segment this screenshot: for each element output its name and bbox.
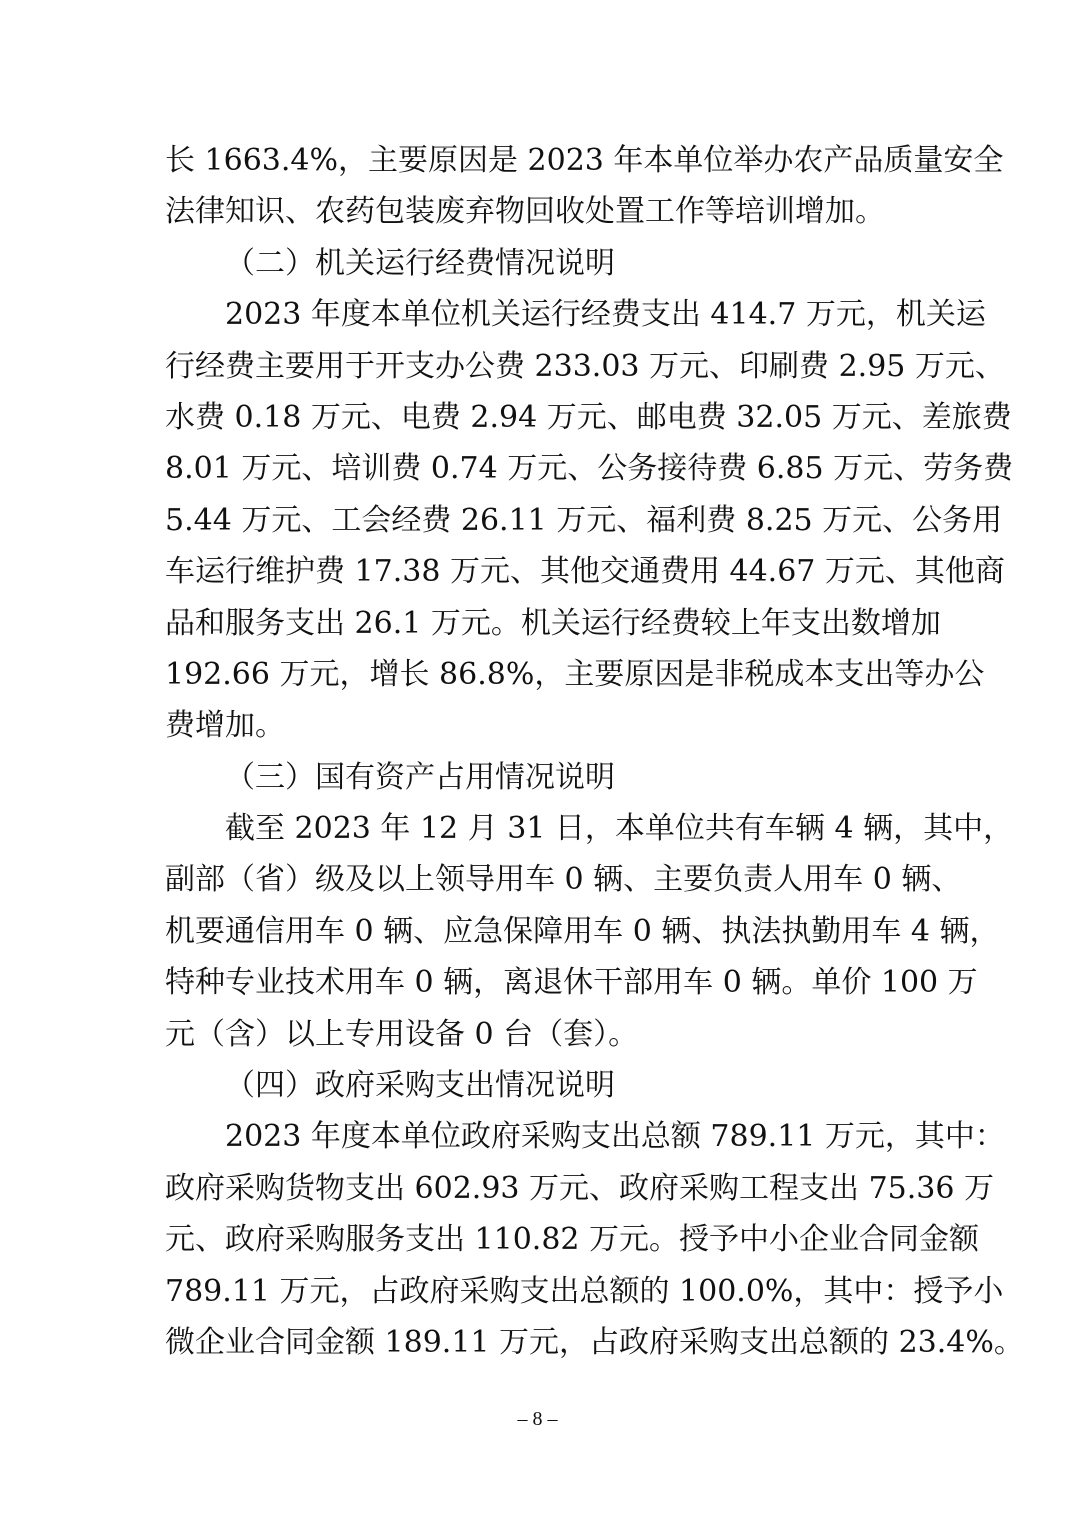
text-line: 副部（省）级及以上领导用车 0 辆、主要负责人用车 0 辆、 [165, 862, 962, 898]
text-line: 水费 0.18 万元、电费 2.94 万元、邮电费 32.05 万元、差旅费 [165, 399, 1012, 435]
text-line: 截至 2023 年 12 月 31 日，本单位共有车辆 4 辆，其中， [225, 811, 1014, 847]
page-number: – 8 – [517, 1408, 558, 1430]
text-line: 法律知识、农药包装废弃物回收处置工作等培训增加。 [165, 194, 885, 230]
paragraph-training-increase [165, 135, 1004, 238]
text-line: 政府采购货物支出 602.93 万元、政府采购工程支出 75.36 万 [165, 1170, 994, 1206]
text-line: 5.44 万元、工会经费 26.11 万元、福利费 8.25 万元、公务用 [165, 502, 1003, 538]
text-line: 元、政府采购服务支出 110.82 万元。授予中小企业合同金额 [165, 1222, 980, 1258]
section-heading-government-procurement: （四）政府采购支出情况说明 [225, 1068, 615, 1104]
paragraph-operating-expenses [165, 289, 1014, 752]
section-heading-state-assets: （三）国有资产占用情况说明 [225, 759, 615, 795]
text-line: 2023 年度本单位政府采购支出总额 789.11 万元，其中： [225, 1119, 1005, 1155]
paragraph-state-assets [165, 803, 1014, 1060]
text-line: 品和服务支出 26.1 万元。机关运行经费较上年支出数增加 [165, 605, 941, 641]
text-line: 微企业合同金额 189.11 万元，占政府采购支出总额的 23.4%。 [165, 1324, 1024, 1360]
text-line: 行经费主要用于开支办公费 233.03 万元、印刷费 2.95 万元、 [165, 348, 1005, 384]
text-line: 费增加。 [165, 708, 285, 744]
text-line: 机要通信用车 0 辆、应急保障用车 0 辆、执法执勤用车 4 辆， [165, 913, 1000, 949]
section-heading-operating-expenses: （二）机关运行经费情况说明 [225, 245, 615, 281]
text-line: 元（含）以上专用设备 0 台（套）。 [165, 1016, 639, 1052]
text-line: 特种专业技术用车 0 辆，离退休干部用车 0 辆。单价 100 万 [165, 965, 978, 1001]
document-page [165, 135, 1024, 1368]
paragraph-government-procurement [165, 1111, 1024, 1368]
text-line: 8.01 万元、培训费 0.74 万元、公务接待费 6.85 万元、劳务费 [165, 451, 1014, 487]
text-line: 长 1663.4%，主要原因是 2023 年本单位举办农产品质量安全 [165, 143, 1004, 178]
text-line: 192.66 万元，增长 86.8%，主要原因是非税成本支出等办公 [165, 656, 985, 692]
text-line: 2023 年度本单位机关运行经费支出 414.7 万元，机关运 [225, 297, 986, 333]
text-line: 789.11 万元，占政府采购支出总额的 100.0%，其中：授予小 [165, 1273, 1004, 1309]
text-line: 车运行维护费 17.38 万元、其他交通费用 44.67 万元、其他商 [165, 554, 1005, 590]
